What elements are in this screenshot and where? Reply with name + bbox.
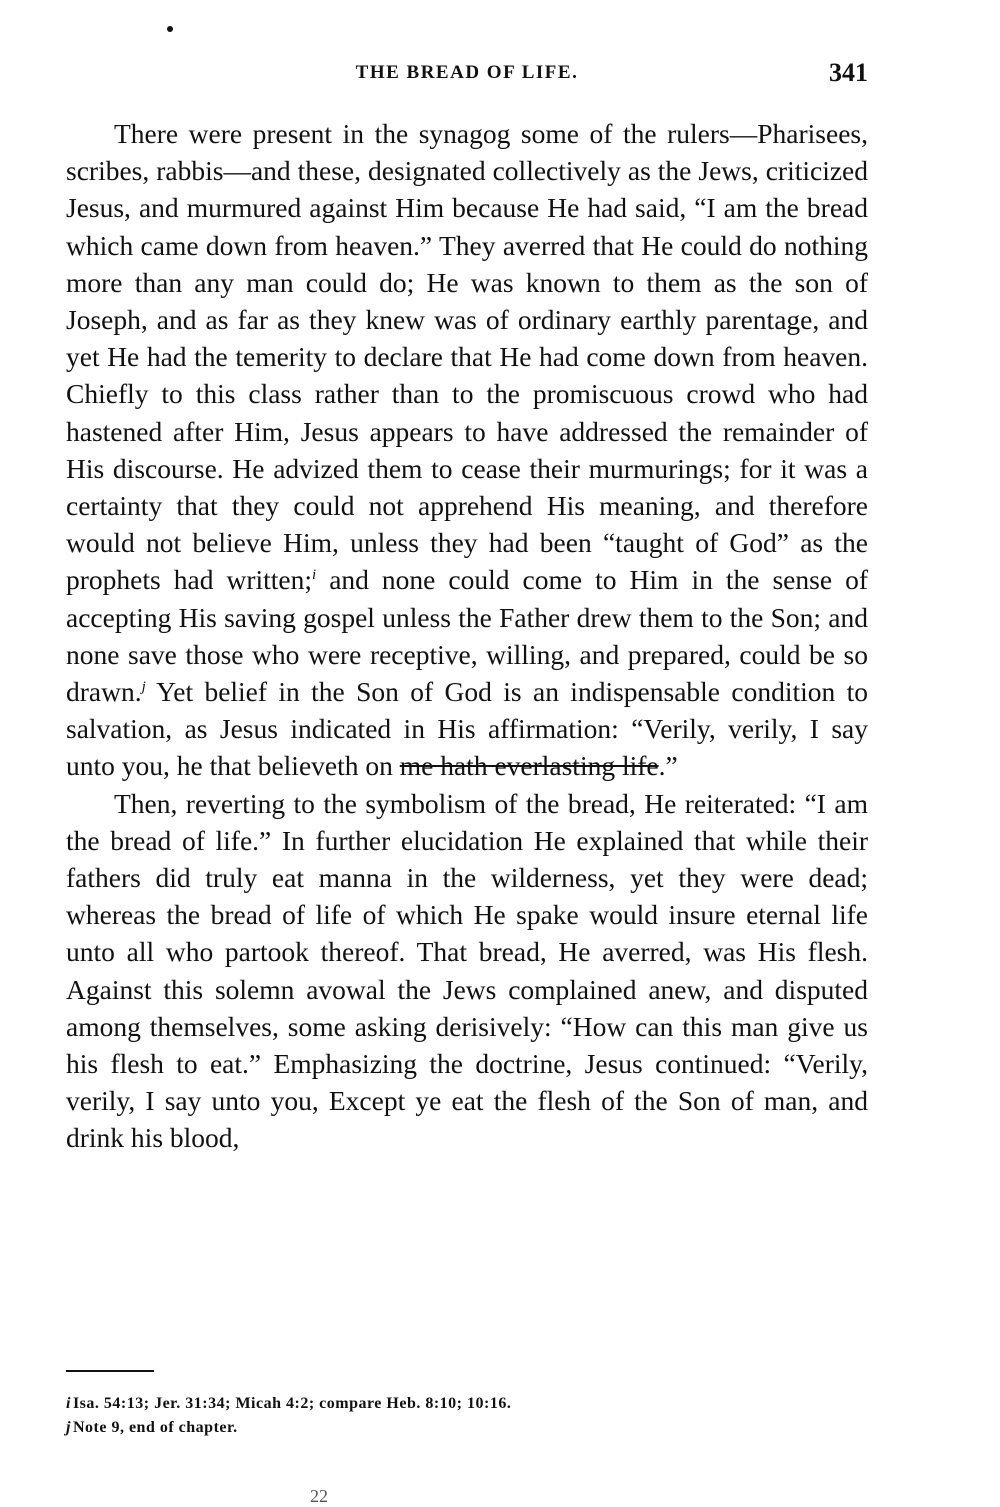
- footnotes: [66, 1392, 868, 1440]
- footnote-i: [66, 1392, 868, 1416]
- paragraph-1: [66, 115, 868, 785]
- paragraph-1-text-a: There were present in the synagog some of the rulers—Pharisees, scribes, rabbis—and these, designated collectively as the Jews, criticized Jesus, and murmured against Him because He had said, “I am the bread which came down from heaven.” They averred that He could do nothing more than any man could do; He was known to them as the son of Joseph, and as far as they knew was of ordinary earthly parentage, and yet He had the temerity to declare that He had come down from heaven. Chiefly to this class rather than to the promiscuous crowd who had hastened after Him, Jesus appears to have addressed the remainder of His discourse. He advized them to cease their murmurings; for it was a certainty that they could not apprehend His meaning, and therefore would not believe Him, unless they had been “taught of God” as the prophets had written;: [66, 118, 868, 596]
- stray-ink-dot: [167, 26, 173, 32]
- paragraph-1-text-c: Yet belief in the Son of God is an indispensable condition to salvation, as Jesus indicated in His affirmation: “Verily, verily, I say unto you, he that believeth on: [66, 676, 868, 782]
- paragraph-2: Then, reverting to the symbolism of the bread, He reiterated: “I am the bread of life.” In further elucidation He explained that while their fathers did truly eat manna in the wilderness, yet they were dead; whereas the bread of life of which He spake would insure eternal life unto all who partook thereof. That bread, He averred, was His flesh. Against this solemn avowal the Jews complained anew, and disputed among themselves, some asking derisively: “How can this man give us his flesh to eat.” Emphasizing the doctrine, Jesus continued: “Verily, verily, I say unto you, Except ye eat the flesh of the Son of man, and drink his blood,: [66, 787, 868, 1154]
- footnote-text-i: Isa. 54:13; Jer. 31:34; Micah 4:2; compare Heb. 8:10; 10:16.: [72, 1395, 512, 1412]
- footnote-text-j: Note 9, end of chapter.: [72, 1419, 238, 1436]
- footnote-rule: [66, 1370, 154, 1372]
- running-head: [66, 58, 868, 92]
- footnote-mark-j: j: [66, 1419, 71, 1436]
- footnote-mark-i: i: [66, 1395, 71, 1412]
- footnote-j: [66, 1416, 868, 1440]
- page-number: 341: [829, 58, 868, 87]
- paragraph-1-closing: .”: [658, 750, 678, 782]
- running-title: THE BREAD OF LIFE.: [355, 62, 579, 83]
- signature-mark: 22: [310, 1486, 328, 1506]
- paragraph-1-text-b: and none could come to Him in the sense of accepting His saving gospel unless the Father drew them to the Son; and none save those who were receptive, willing, and prepared, could be so drawn.: [66, 564, 868, 708]
- footnote-ref-j: j: [141, 678, 146, 695]
- struck-through-text: me hath everlasting life: [399, 750, 659, 782]
- body-text: [66, 115, 868, 1157]
- footnote-ref-i: i: [312, 567, 317, 584]
